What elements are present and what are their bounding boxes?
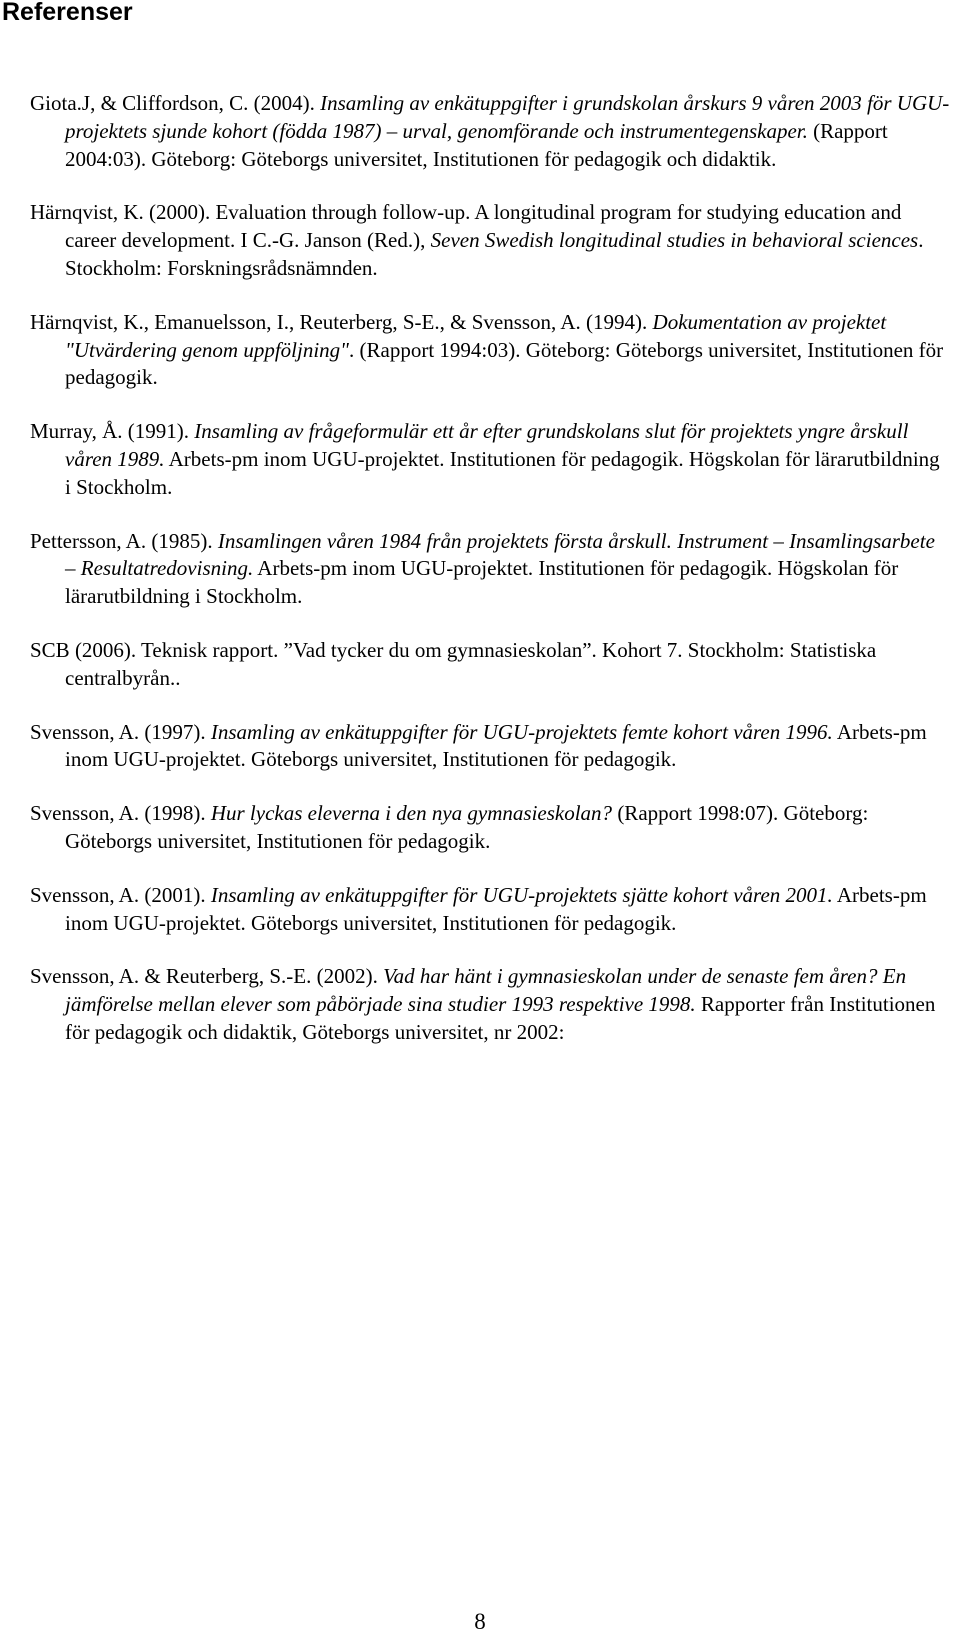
page-number: 8 [474, 1609, 486, 1634]
reference-entry [30, 90, 950, 173]
reference-text: (Rapport 1998:07). Göteborg: Göteborgs universitet, Institutionen för pedagogik. [65, 801, 869, 853]
reference-entry [30, 528, 950, 611]
reference-text: (Rapport 2004:03). Göteborg: Göteborgs universitet, Institutionen för pedagogik och didaktik. [65, 118, 888, 171]
reference-text: Arbets-pm inom UGU-projektet. Göteborgs universitet, Institutionen för pedagogik. [65, 719, 927, 772]
reference-title: Insamling av enkätuppgifter för UGU-projektets femte kohort våren 1996. [210, 719, 833, 744]
reference-title: Vad har hänt i gymnasieskolan under de senaste fem åren? En jämförelse mellan elever som påbörjade sina studier 1993 respektive 1998. [65, 964, 907, 1017]
reference-text: Härnqvist, K., Emanuelsson, I., Reuterberg, S-E., & Svensson, A. (1994). [30, 309, 653, 334]
reference-text: Arbets-pm inom UGU-projektet. Institutionen för pedagogik. Högskolan för lärarutbildning i Stockholm. [65, 556, 899, 609]
reference-title: Insamlingen våren 1984 från projektets första årskull. Instrument – Insamlingsarbete – Resultatredovisning. [65, 528, 935, 581]
reference-text: Arbets-pm inom UGU-projektet. Institutionen för pedagogik. Högskolan för lärarutbildning i Stockholm. [65, 446, 940, 499]
reference-text: Svensson, A. (1998). [30, 801, 211, 826]
reference-title: Seven Swedish longitudinal studies in behavioral sciences [430, 228, 919, 253]
reference-title: Dokumentation av projektet "Utvärdering genom uppföljning" [65, 309, 887, 362]
reference-entry [30, 199, 950, 282]
reference-text: SCB (2006). Teknisk rapport. ”Vad tycker du om gymnasieskolan”. Kohort 7. Stockholm: Statistiska centralbyrån.. [30, 637, 877, 690]
reference-text: Giota.J, & Cliffordson, C. (2004). [30, 91, 321, 115]
reference-text: . (Rapport 1994:03). Göteborg: Göteborgs universitet, Institutionen för pedagogik. [65, 337, 944, 390]
reference-entry [30, 637, 950, 693]
reference-title: Insamling av frågeformulär ett år efter grundskolans slut för projektets yngre årskull våren 1989. [65, 419, 909, 471]
reference-text: Pettersson, A. (1985). [30, 528, 218, 553]
reference-entry [30, 719, 950, 775]
reference-title: Insamling av enkätuppgifter i grundskolan årskurs 9 våren 2003 för UGU-projektets sjunde kohort (födda 1987) – urval, genomförande och instrumentegenskaper. [65, 91, 950, 143]
reference-text: Rapporter från Institutionen för pedagogik och didaktik, Göteborgs universitet, nr 2002: [65, 992, 936, 1044]
reference-text: Svensson, A. (2001). [30, 882, 211, 907]
page-heading: Referenser [2, 0, 133, 26]
reference-entry [30, 309, 950, 392]
reference-text: . Stockholm: Forskningsrådsnämnden. [65, 228, 924, 280]
reference-text: Svensson, A. & Reuterberg, S.-E. (2002). [30, 964, 384, 989]
reference-text: Svensson, A. (1997). [30, 719, 211, 744]
reference-entry [30, 963, 950, 1046]
reference-title: Insamling av enkätuppgifter för UGU-projektets sjätte kohort våren 2001. [210, 882, 833, 907]
reference-text: Härnqvist, K. (2000). Evaluation through follow-up. A longitudinal program for studying education and career development. I C.-G. Janson (Red.), [30, 200, 902, 253]
reference-entry [30, 800, 950, 856]
reference-text: Arbets-pm inom UGU-projektet. Göteborgs universitet, Institutionen för pedagogik. [65, 882, 927, 935]
reference-entry [30, 882, 950, 938]
reference-title: Hur lyckas eleverna i den nya gymnasieskolan? [210, 801, 613, 826]
reference-entry [30, 418, 950, 501]
reference-list [30, 90, 950, 1073]
reference-text: Murray, Å. (1991). [30, 419, 195, 444]
